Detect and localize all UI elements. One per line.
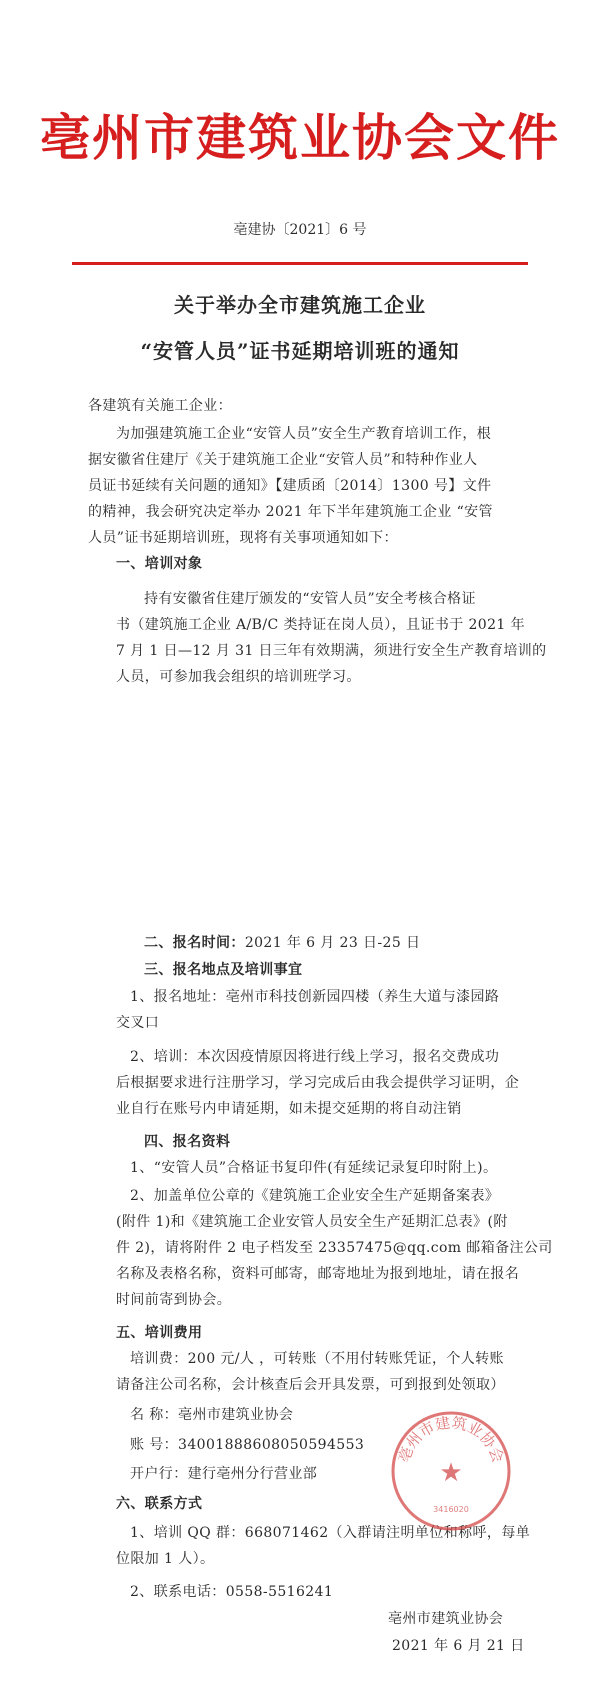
section-2-heading: 二、报名时间： xyxy=(144,935,245,951)
materials-line: 名称及表格名称，资料可邮寄，邮寄地址为报到地址，请在报名 xyxy=(116,1266,520,1282)
intro-line: 为加强建筑施工企业“安管人员”安全生产教育培训工作，根 xyxy=(116,426,492,442)
intro-line: 据安徽省住建厅《关于建筑施工企业“安管人员”和特种作业人 xyxy=(88,452,478,468)
section-1-line: 书（建筑施工企业 A/B/C 类持证在岗人员），且证书于 2021 年 xyxy=(116,617,525,633)
section-4-heading: 四、报名资料 xyxy=(144,1134,231,1150)
materials-line: 2、加盖单位公章的《建筑施工企业安全生产延期备案表》 xyxy=(130,1188,500,1204)
fee-line: 培训费：200 元/人 ，可转账（不用付转账凭证，个人转账 xyxy=(130,1351,504,1367)
official-seal xyxy=(388,1408,514,1534)
header-divider xyxy=(72,262,528,265)
notice-title-line1: 关于举办全市建筑施工企业 xyxy=(174,293,426,317)
materials-line: (附件 1)和《建筑施工企业安管人员安全生产延期汇总表》(附 xyxy=(116,1214,508,1230)
section-1-line: 持有安徽省住建厅颁发的“安管人员”安全考核合格证 xyxy=(144,591,476,607)
contact-phone: 2、联系电话：0558-5516241 xyxy=(130,1584,334,1600)
training-line: 2、培训：本次因疫情原因将进行线上学习，报名交费成功 xyxy=(130,1049,500,1065)
qq-line: 1、培训 QQ 群：668071462（入群请注明单位和称呼，每单 xyxy=(130,1525,531,1541)
intro-line: 的精神，我会研究决定举办 2021 年下半年建筑施工企业 “安管 xyxy=(88,504,493,520)
document-header-title: 亳州市建筑业协会文件 xyxy=(40,108,560,167)
intro-line: 员证书延续有关问题的通知》【建质函〔2014〕1300 号】文件 xyxy=(88,478,492,494)
seal-text: 亳州市建筑业协会 xyxy=(394,1413,508,1465)
account-bank: 开户行：建行亳州分行营业部 xyxy=(130,1466,318,1482)
materials-line: 时间前寄到协会。 xyxy=(116,1292,232,1308)
materials-line: 1、“安管人员”合格证书复印件(有延续记录复印时附上)。 xyxy=(130,1160,498,1176)
section-1-heading: 一、培训对象 xyxy=(116,556,203,572)
seal-code: 3416020 xyxy=(433,1505,469,1514)
fee-line: 请备注公司名称，会计核查后会开具发票，可到报到处领取） xyxy=(116,1377,505,1393)
document-number: 亳建协〔2021〕6 号 xyxy=(233,222,367,238)
intro-line: 人员”证书延期培训班，现将有关事项通知如下： xyxy=(88,530,398,546)
account-number: 账 号：34001888608050594553 xyxy=(130,1437,365,1453)
address-line: 交叉口 xyxy=(116,1015,160,1031)
registration-time: 2021 年 6 月 23 日-25 日 xyxy=(244,935,421,951)
salutation: 各建筑有关施工企业： xyxy=(88,398,232,414)
section-6-heading: 六、联系方式 xyxy=(116,1496,203,1512)
materials-line: 件 2)，请将附件 2 电子档发至 23357475@qq.com 邮箱备注公司 xyxy=(116,1240,553,1256)
section-3-heading: 三、报名地点及培训事宜 xyxy=(144,962,303,978)
seal-star-icon: ★ xyxy=(439,1458,463,1488)
signature-organization: 亳州市建筑业协会 xyxy=(388,1611,504,1627)
address-line: 1、报名地址：亳州市科技创新园四楼（养生大道与漆园路 xyxy=(130,989,500,1005)
signature-date: 2021 年 6 月 21 日 xyxy=(392,1638,525,1654)
section-1-line: 人员，可参加我会组织的培训班学习。 xyxy=(116,669,361,685)
section-2 xyxy=(144,932,420,952)
notice-title-line2: “安管人员”证书延期培训班的通知 xyxy=(140,339,460,363)
account-name: 名 称：亳州市建筑业协会 xyxy=(130,1407,294,1423)
section-5-heading: 五、培训费用 xyxy=(116,1325,203,1341)
training-line: 业自行在账号内申请延期，如未提交延期的将自动注销 xyxy=(116,1101,462,1117)
training-line: 后根据要求进行注册学习，学习完成后由我会提供学习证明，企 xyxy=(116,1075,520,1091)
qq-line: 位限加 1 人）。 xyxy=(116,1551,215,1567)
section-1-line: 7 月 1 日—12 月 31 日三年有效期满，须进行安全生产教育培训的 xyxy=(116,643,547,659)
